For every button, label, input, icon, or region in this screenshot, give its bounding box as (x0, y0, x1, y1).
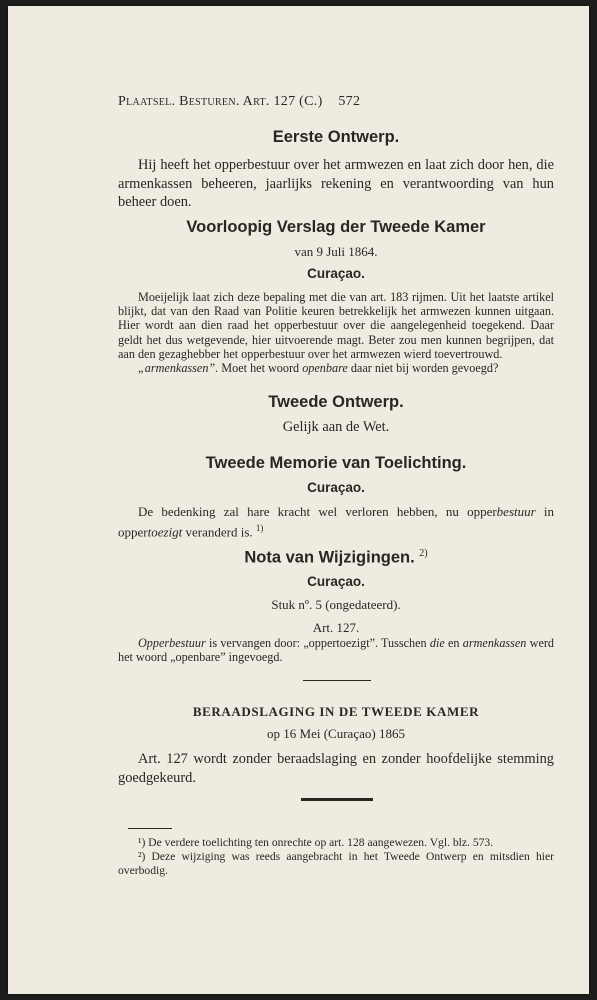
memorie-t1-italic: bestuur (496, 504, 536, 519)
nota-footnote-ref: 2) (419, 548, 428, 559)
nota-t2: en (448, 636, 460, 650)
heading-tweede-ontwerp: Tweede Ontwerp. (268, 393, 404, 411)
nota-place: Curaçao. (307, 574, 365, 589)
paragraph-verslag: Moeijelijk laat zich deze bepaling met die van art. 183 rijmen. Uit het laatste artikel blijkt, dat van den Raad van Politie keuren betrekkelijk het armwezen kunnen uitgaan. Hier wordt aan dien raad het opperbestuur over die aangelegenheid toegekend. Daar geldt het dus wetgevende, hier uitvoerende magt. Beter zou men kunnen begrijpen, dat aan den gezaghebber het opperbestuur over het armwezen wierd toevertrouwd. (118, 290, 554, 361)
verslag-q-mid: Moet het woord (221, 361, 300, 375)
memorie-t2-italic: toezigt (147, 524, 183, 540)
section-divider-thick (301, 798, 373, 801)
memorie-t2: in opper (118, 504, 555, 540)
nota-stuk: Stuk nº. 5 (ongedateerd). (271, 597, 401, 612)
footnote-1: ¹) De verdere toelichting ten onrechte op art. 128 aangewezen. Vgl. blz. 573. (138, 836, 494, 849)
memorie-place: Curaçao. (307, 480, 365, 495)
nota-t1: is vervangen door: „oppertoezigt”. Tusschen (208, 636, 427, 650)
page-number: 572 (338, 94, 361, 109)
footnote-rule (128, 828, 172, 829)
running-head-article: 127 (C.) (273, 94, 323, 109)
tweede-ontwerp-text: Gelijk aan de Wet. (282, 419, 390, 435)
verslag-quoted-word: „armenkassen”. (138, 361, 219, 375)
nota-w1: Opperbestuur (138, 636, 206, 650)
verslag-place: Curaçao. (307, 266, 365, 281)
paragraph-beraadslaging: Art. 127 wordt zonder beraadslaging en zonder hoofdelijke stemming goedgekeurd. (118, 751, 554, 786)
nota-article: Art. 127. (312, 620, 360, 635)
verslag-q-end: daar niet bij worden gevoegd? (350, 361, 499, 375)
nota-title: Nota van Wijzigingen. (244, 548, 415, 567)
verslag-quoted-word2: openbare (302, 361, 348, 375)
heading-tweede-memorie: Tweede Memorie van Toelichting. (205, 454, 467, 472)
verslag-date: van 9 Juli 1864. (294, 244, 378, 259)
memorie-t1: De bedenking zal hare kracht wel verloren hebben, nu opper (138, 504, 497, 519)
paragraph-verslag-question (118, 361, 554, 375)
paragraph-nota (118, 636, 554, 664)
nota-w3: armenkassen (462, 636, 527, 650)
footnote-2: ²) Deze wijziging was reeds aangebracht in het Tweede Ontwerp en mitsdien hier overbodig. (118, 850, 554, 877)
nota-w2: die (429, 636, 445, 650)
running-head (118, 94, 360, 110)
running-head-prefix: Plaatsel. Besturen. Art. (118, 94, 270, 109)
memorie-t3: veranderd is. (185, 524, 253, 540)
heading-eerste-ontwerp: Eerste Ontwerp. (272, 128, 400, 146)
paragraph-eerste-ontwerp: Hij heeft het opperbestuur over het armwezen en laat zich door hen, die armenkassen beheeren, jaarlijks rekening en verantwoording van hun beheer doen. (118, 157, 554, 210)
beraadslaging-date: op 16 Mei (Curaçao) 1865 (267, 726, 405, 741)
paragraph-memorie (118, 504, 554, 540)
page-sheet (8, 6, 589, 994)
memorie-footnote-ref: 1) (255, 523, 264, 533)
heading-voorloopig-verslag: Voorloopig Verslag der Tweede Kamer (186, 218, 486, 236)
heading-beraadslaging: BERAADSLAGING IN DE TWEEDE KAMER (192, 704, 480, 719)
section-divider-short (303, 680, 371, 681)
nota-t3: werd het woord „openbare” ingevoegd. (118, 636, 555, 665)
heading-nota-wijzigingen (118, 548, 554, 568)
